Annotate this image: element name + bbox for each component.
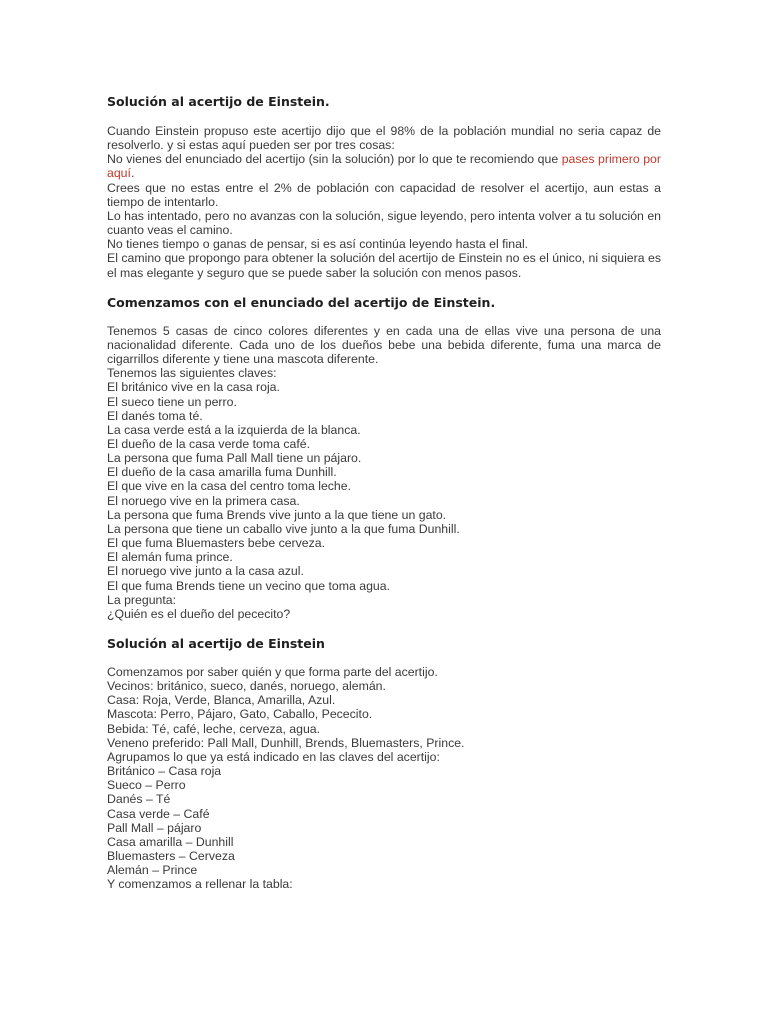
clue-line: La pregunta:: [107, 592, 177, 607]
solution-line: Alemán – Prince: [107, 863, 198, 878]
clue-line: El que vive en la casa del centro toma leche.: [107, 479, 352, 494]
clue-line: La persona que fuma Pall Mall tiene un pájaro.: [107, 451, 362, 466]
clue-line: El noruego vive junto a la casa azul.: [107, 564, 304, 579]
section2-body: [107, 324, 661, 621]
clue-line: El que fuma Brends tiene un vecino que toma agua.: [107, 578, 391, 593]
section1-paragraph-4: Lo has intentado, pero no avanzas con la solución, sigue leyendo, pero intenta volver a tu solución en cuanto veas el camino.: [107, 208, 661, 238]
clue-line: El alemán fuma prince.: [107, 550, 233, 565]
solution-line: Casa: Roja, Verde, Blanca, Amarilla, Azul.: [107, 693, 336, 708]
section1-paragraph-6: El camino que propongo para obtener la solución del acertijo de Einstein no es el único, ni siquiera es el mas elegante y seguro que se puede saber la solución con menos pasos.: [107, 251, 661, 280]
solution-line: Mascota: Perro, Pájaro, Gato, Caballo, Pececito.: [107, 707, 373, 722]
clue-line: El dueño de la casa verde toma café.: [107, 436, 311, 451]
clue-line: El dueño de la casa amarilla fuma Dunhill.: [107, 465, 337, 480]
solution-line: Bluemasters – Cerveza: [107, 849, 235, 864]
section1-paragraph-2-end: .: [130, 166, 135, 181]
solution-line: Y comenzamos a rellenar la tabla:: [107, 877, 293, 892]
section1-paragraph-5: No tienes tiempo o ganas de pensar, si es así continúa leyendo hasta el final.: [107, 237, 529, 252]
section2-clue-list: [107, 366, 661, 621]
solution-line: Casa amarilla – Dunhill: [107, 834, 234, 849]
solution-line: Agrupamos lo que ya está indicado en las claves del acertijo:: [107, 749, 440, 764]
clue-line: La casa verde está a la izquierda de la blanca.: [107, 422, 361, 437]
section3-body: [107, 665, 661, 892]
section3-title: Solución al acertijo de Einstein: [107, 636, 325, 651]
clue-line: El británico vive en la casa roja.: [107, 380, 280, 395]
section2-title: Comenzamos con el enunciado del acertijo de Einstein.: [107, 294, 496, 310]
section1-title: Solución al acertijo de Einstein.: [107, 94, 330, 109]
solution-line: Bebida: Té, café, leche, cerveza, agua.: [107, 721, 321, 736]
solution-line: Danés – Té: [107, 792, 171, 807]
solution-line: Comenzamos por saber quién y que forma parte del acertijo.: [107, 665, 438, 679]
section1-body: [107, 124, 661, 280]
clue-line: El sueco tiene un perro.: [107, 394, 237, 409]
section3-line-list: [107, 665, 661, 892]
solution-line: Británico – Casa roja: [107, 764, 222, 779]
clue-line: ¿Quién es el dueño del pececito?: [107, 606, 291, 621]
clue-line: La persona que fuma Brends vive junto a la que tiene un gato.: [107, 507, 447, 522]
solution-line: Casa verde – Café: [107, 806, 210, 821]
clue-line: El que fuma Bluemasters bebe cerveza.: [107, 536, 326, 551]
solution-line: Pall Mall – pájaro: [107, 820, 202, 835]
clue-line: El danés toma té.: [107, 408, 203, 423]
section1-paragraph-3: Crees que no estas entre el 2% de población con capacidad de resolver el acertijo, aun estas a tiempo de intentarlo.: [107, 180, 661, 209]
section2-intro: Tenemos 5 casas de cinco colores diferentes y en cada una de ellas vive una persona de una nacionalidad diferente. Cada uno de los dueños bebe una bebida diferente, fuma una marca de cigarrillos diferente y tiene una mascota diferente.: [107, 323, 661, 367]
clue-line: Tenemos las siguientes claves:: [107, 366, 277, 381]
section1-paragraph-1: Cuando Einstein propuso este acertijo dijo que el 98% de la población mundial no seria capaz de resolverlo. y si estas aquí pueden ser por tres cosas:: [107, 124, 661, 153]
solution-line: Vecinos: británico, sueco, danés, noruego, alemán.: [107, 679, 386, 694]
clue-line: La persona que tiene un caballo vive junto a la que fuma Dunhill.: [107, 521, 460, 536]
section1-paragraph-2: [107, 152, 661, 180]
pases-primero-link[interactable]: pases primero por aquí: [107, 152, 661, 181]
clue-line: El noruego vive en la primera casa.: [107, 493, 300, 508]
section1-paragraph-2-text: No vienes del enunciado del acertijo (sin la solución) por lo que te recomiendo que: [107, 152, 562, 167]
solution-line: Sueco – Perro: [107, 778, 186, 793]
solution-line: Veneno preferido: Pall Mall, Dunhill, Brends, Bluemasters, Prince.: [107, 735, 465, 750]
